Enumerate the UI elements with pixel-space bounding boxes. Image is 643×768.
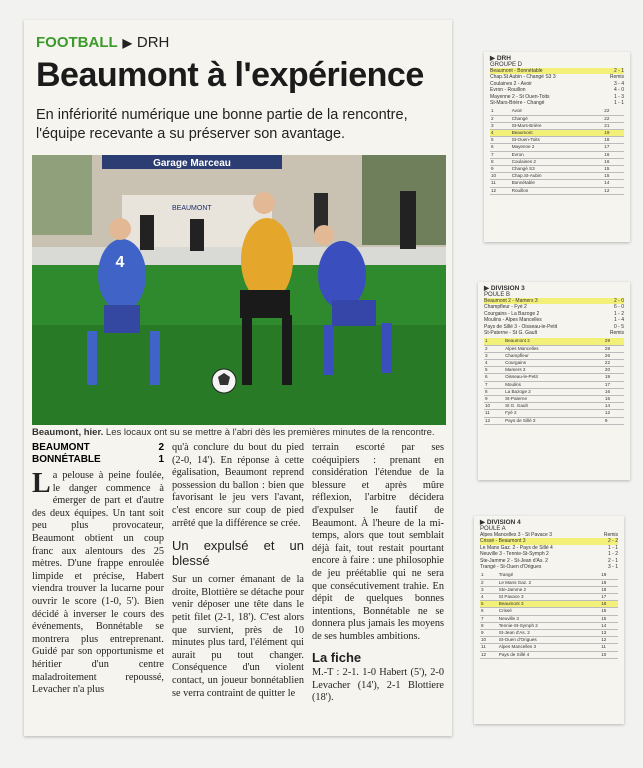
standings-team: Pays de Sillé 3 bbox=[504, 417, 604, 424]
standings-row bbox=[484, 396, 624, 403]
results-list bbox=[478, 298, 630, 336]
clipping-group: POULE B bbox=[484, 292, 511, 298]
result-match: Courgains - La Bazoge 2 bbox=[484, 310, 540, 317]
kicker bbox=[36, 34, 169, 51]
standings-pts: 16 bbox=[604, 388, 624, 395]
article-clipping bbox=[24, 20, 452, 736]
column-text: qu'à conclure du bout du pied (2-0, 14'). En réponse à cette égalisation, Beaumont reprend possession du ballon : bien que favorisant le jeu vers l'avant, c'est encore sur coup de pied arrêté que la différence se crée. bbox=[172, 442, 304, 529]
standings-pts: 17 bbox=[604, 381, 624, 388]
clipping-title: ▶ DIVISION 3 bbox=[484, 285, 525, 292]
standings-team: Changé S3 bbox=[511, 166, 604, 173]
clipping-title: ▶ DRH bbox=[490, 55, 511, 62]
standings-rank: 1 bbox=[480, 572, 498, 579]
standings-row bbox=[484, 374, 624, 381]
standings-team: Chap.St-Aubin bbox=[511, 173, 604, 180]
article-column-1 bbox=[32, 470, 164, 697]
standings-team: Crissé bbox=[498, 608, 600, 615]
standings-row bbox=[490, 166, 624, 173]
result-score: 2 - 0 bbox=[613, 298, 624, 304]
clipping-division-3 bbox=[478, 282, 630, 480]
standings-pts: 16 bbox=[603, 158, 624, 165]
standings-rank: 9 bbox=[480, 630, 498, 637]
standings-row bbox=[480, 579, 618, 586]
standings-rank: 1 bbox=[484, 338, 504, 345]
standings-team: Trangé bbox=[498, 572, 600, 579]
triangle-icon: ▶ bbox=[122, 36, 132, 50]
standings-row bbox=[480, 594, 618, 601]
standings-pts: 14 bbox=[600, 622, 618, 629]
results-list bbox=[474, 532, 624, 570]
clipping-title-text: DIVISION 4 bbox=[486, 519, 521, 526]
standings-rank: 7 bbox=[484, 381, 504, 388]
standings-team: Evron bbox=[511, 151, 604, 158]
result-match: St-Mars-Brière - Changé bbox=[490, 100, 545, 107]
standings-team: Mayenne 2 bbox=[511, 144, 604, 151]
standings-team: Coulaines 2 bbox=[511, 158, 604, 165]
standings-rank: 8 bbox=[480, 622, 498, 629]
clipping-title-text: DRH bbox=[496, 55, 511, 62]
result-score: 4 - 0 bbox=[613, 87, 624, 94]
standings-pts: 12 bbox=[604, 410, 624, 417]
standings-row bbox=[480, 586, 618, 593]
kicker-sport: FOOTBALL bbox=[36, 34, 118, 51]
result-score: 1 - 1 bbox=[607, 544, 618, 551]
standings-pts: 16 bbox=[600, 601, 618, 608]
standings-rank: 11 bbox=[484, 410, 504, 417]
standings-pts: 26 bbox=[604, 352, 624, 359]
standings-rank: 8 bbox=[484, 388, 504, 395]
result-score: 1 - 4 bbox=[613, 317, 624, 324]
standings-row bbox=[490, 187, 624, 194]
standings-row bbox=[480, 644, 618, 651]
result-match: Alpes Mancelles 3 - St Pavace 3 bbox=[480, 532, 552, 538]
standings-rank: 12 bbox=[480, 651, 498, 658]
article-column-3 bbox=[312, 442, 444, 705]
standings-rank: 6 bbox=[490, 144, 511, 151]
standings-team: Fyé 2 bbox=[504, 410, 604, 417]
standings-team: St-Ouen-Toits bbox=[511, 137, 604, 144]
clipping-division-4 bbox=[474, 516, 624, 724]
standings-pts: 12 bbox=[603, 187, 624, 194]
standings-rank: 5 bbox=[490, 137, 511, 144]
standings-row bbox=[484, 352, 624, 359]
result-match: Trangé - St-Ouen d'Origues bbox=[480, 564, 542, 571]
standings-pts: 15 bbox=[600, 615, 618, 622]
standings-pts: 29 bbox=[604, 338, 624, 345]
result-score: 2 - 2 bbox=[607, 538, 618, 545]
standings-pts: 15 bbox=[604, 396, 624, 403]
standings-team: Oisseau-le-Petit bbox=[504, 374, 604, 381]
standings-team: Beaumont 3 bbox=[498, 601, 600, 608]
standings-pts: 20 bbox=[604, 367, 624, 374]
standings-row bbox=[490, 180, 624, 187]
result-match: Chap.St Aubin - Changé S3 3 bbox=[490, 74, 556, 81]
standings-row bbox=[480, 630, 618, 637]
kicker-section: DRH bbox=[136, 34, 170, 51]
standings-team: Neuville 3 bbox=[498, 615, 600, 622]
clipping-group: POULE A bbox=[480, 526, 506, 532]
result-score: 0 - 5 bbox=[613, 323, 624, 330]
column-text: a pelouse à peine foulée, le danger commence à émerger de part et d'autre des deux équipes. Un tant soit peu plus provocateur, Beaumont obtient un coup franc aux alentours des 25 mètres. D'une frappe enroulée limpide et précise, Habert viendra trouver la lucarne pour ouvrir le score (1-0, 5'). Bien décidé à inverser le cours des événements, Bonnétable se montrera plus entreprenant. Guidé par son opportunisme et héritier d'un centre maladroitement repoussé, Levacher n'a plus bbox=[32, 470, 164, 696]
standings-team: Pays de Sillé 4 bbox=[498, 651, 600, 658]
result-match: Le Mans Gaz. 2 - Pays de Sillé 4 bbox=[480, 544, 553, 551]
standings-team: St-Jean d'As. 2 bbox=[498, 630, 600, 637]
clipping-title: ▶ DIVISION 4 bbox=[480, 519, 521, 526]
standings-team: Tennie-St-Symph 2 bbox=[498, 622, 600, 629]
standings-rank: 7 bbox=[490, 151, 511, 158]
standings-team: Beaumont bbox=[511, 130, 604, 137]
standings-row bbox=[490, 144, 624, 151]
standings-rank: 4 bbox=[484, 360, 504, 367]
standings-team: Beaumont 2 bbox=[504, 338, 604, 345]
result-match: Pays de Sillé 3 - Oisseau-le-Petit bbox=[484, 323, 558, 330]
standings-rank: 12 bbox=[490, 187, 511, 194]
standings-team: St-Mars-Brière bbox=[511, 122, 604, 129]
standings-pts: 17 bbox=[600, 594, 618, 601]
standings-pts: 13 bbox=[600, 630, 618, 637]
article-column-2 bbox=[172, 442, 304, 700]
standings-team: Rouillon bbox=[511, 187, 604, 194]
clipping-title-text: DIVISION 3 bbox=[490, 285, 525, 292]
photo-sign: BEAUMONT bbox=[172, 205, 212, 212]
standings-row bbox=[490, 173, 624, 180]
standings-pts: 9 bbox=[604, 417, 624, 424]
fiche-text: M.-T : 2-1. 1-0 Habert (5'), 2-0 Levacher (14'), 2-1 Blottiere (18'). bbox=[312, 667, 444, 704]
standings-team: La Bazoge 2 bbox=[504, 388, 604, 395]
player-number: 4 bbox=[115, 254, 125, 271]
result-match: Ste-Jamme 2 - St-Jean d'As. 2 bbox=[480, 557, 548, 564]
standings-row bbox=[490, 137, 624, 144]
standings-row bbox=[490, 151, 624, 158]
result-match: Neuville 3 - Tennie-St-Symph 2 bbox=[480, 551, 549, 558]
standings-pts: 15 bbox=[603, 166, 624, 173]
standings-rank: 3 bbox=[480, 586, 498, 593]
standings-row bbox=[484, 388, 624, 395]
result-match: Moulins - Alpes Mancelles bbox=[484, 317, 542, 324]
standings-row bbox=[490, 108, 624, 115]
standings-row bbox=[480, 608, 618, 615]
result-score: 6 - 0 bbox=[613, 304, 624, 311]
result-score: Remis bbox=[609, 74, 624, 81]
team-goals: 1 bbox=[158, 454, 164, 465]
standings-team: Avoir bbox=[511, 108, 604, 115]
standings-pts: 19 bbox=[600, 572, 618, 579]
standings-row bbox=[490, 122, 624, 129]
result-score: 1 - 2 bbox=[607, 551, 618, 558]
result-score: 2 - 1 bbox=[613, 68, 624, 74]
photo-banner: Garage Marceau bbox=[153, 158, 231, 169]
standings-row bbox=[480, 601, 618, 608]
result-match: Beaumont - Bonnétable bbox=[490, 68, 543, 74]
standings-rank: 11 bbox=[480, 644, 498, 651]
standings-team: Mamers 3 bbox=[504, 367, 604, 374]
column-text: Sur un corner émanant de la droite, Blottière se détache pour venir déposer une tête dans le petit filet (2-1, 18'). C'est alors que survient, près de 10 minutes plus tard, l'élément qui aurait pu tout changer. Conséquence d'un violent contact, un joueur bonnétablien se verra contraint de quitter le bbox=[172, 574, 304, 699]
standings-row bbox=[484, 338, 624, 345]
standings-team: Bonnétable bbox=[511, 180, 604, 187]
result-match: Champfleur - Fyé 2 bbox=[484, 304, 527, 311]
result-match: Evron - Rouillon bbox=[490, 87, 526, 94]
team-name: BEAUMONT bbox=[32, 442, 90, 453]
standings-pts: 11 bbox=[600, 644, 618, 651]
standings-row bbox=[484, 381, 624, 388]
standings-row bbox=[484, 417, 624, 424]
standings-team: St Pavace 3 bbox=[498, 594, 600, 601]
clipping-group: GROUPE D bbox=[490, 62, 523, 68]
caption-bold: Beaumont, hier. bbox=[32, 427, 104, 438]
result-score: 3 - 1 bbox=[607, 564, 618, 571]
result-score: 1 - 2 bbox=[613, 310, 624, 317]
standings-team: Changé bbox=[511, 115, 604, 122]
standings-rank: 12 bbox=[484, 417, 504, 424]
score-row bbox=[32, 442, 164, 454]
standings-row bbox=[490, 115, 624, 122]
standings-rank: 1 bbox=[490, 108, 511, 115]
standings-pts: 19 bbox=[604, 374, 624, 381]
standings-team: St-Paterne bbox=[504, 396, 604, 403]
standings-team: Le Mans Gaz. 2 bbox=[498, 579, 600, 586]
standings-pts: 15 bbox=[603, 173, 624, 180]
standings-pts: 14 bbox=[604, 403, 624, 410]
standings-rank: 10 bbox=[490, 173, 511, 180]
result-match: Crissé - Beaumont 3 bbox=[480, 538, 526, 545]
standings-pts: 22 bbox=[603, 108, 624, 115]
standings-rank: 5 bbox=[480, 601, 498, 608]
standings-rank: 2 bbox=[480, 579, 498, 586]
standings-pts: 14 bbox=[603, 180, 624, 187]
standings-rank: 8 bbox=[490, 158, 511, 165]
standings-row bbox=[490, 130, 624, 137]
standings-pts: 18 bbox=[600, 579, 618, 586]
standings-pts: 15 bbox=[600, 608, 618, 615]
standings-rank: 10 bbox=[484, 403, 504, 410]
column-text: terrain escorté par ses coéquipiers : prenant en considération l'étendue de la blessure et après mûre réflexion, l'arbitre décidera d'expulser le fautif de Beaumont. À l'heure de la mi-temps, alors que tout semblait déjà fait, tout restait pourtant encore à faire : une philosophie de jeu préétablie qui ne sera que consécutivement trahie. En dépit de quelques bonnes intentions, Bonnétable ne se donnera plus jamais les moyens de ses humbles ambitions. bbox=[312, 442, 444, 642]
standings-rank: 9 bbox=[490, 166, 511, 173]
fiche-title: La fiche bbox=[312, 649, 362, 665]
standings-row bbox=[480, 651, 618, 658]
result-match: Beaumont 2 - Mamers 3 bbox=[484, 298, 538, 304]
standings-table bbox=[490, 108, 624, 194]
result-score: 2 - 1 bbox=[607, 557, 618, 564]
standings-rank: 7 bbox=[480, 615, 498, 622]
standings-team: St G. Gault bbox=[504, 403, 604, 410]
standings-rank: 6 bbox=[484, 374, 504, 381]
result-match: St-Paterne - St G. Gault bbox=[484, 330, 538, 337]
standings-team: Moulins bbox=[504, 381, 604, 388]
standings-team: St-Ouen d'Origues bbox=[498, 637, 600, 644]
standings-rank: 3 bbox=[490, 122, 511, 129]
standings-row bbox=[484, 360, 624, 367]
standings-row bbox=[484, 410, 624, 417]
drop-cap: L bbox=[32, 468, 51, 499]
lead-paragraph: En infériorité numérique une bonne partie de la rencontre, l'équipe recevante a su préserver son avantage. bbox=[36, 107, 408, 142]
standings-rank: 6 bbox=[480, 608, 498, 615]
standings-rank: 3 bbox=[484, 352, 504, 359]
standings-rank: 10 bbox=[480, 637, 498, 644]
subheading: Un expulsé et un blessé bbox=[172, 538, 304, 569]
team-name: BONNÉTABLE bbox=[32, 454, 101, 465]
standings-pts: 22 bbox=[604, 360, 624, 367]
standings-rank: 11 bbox=[490, 180, 511, 187]
standings-rank: 5 bbox=[484, 367, 504, 374]
standings-rank: 2 bbox=[484, 345, 504, 352]
score-row bbox=[32, 454, 164, 466]
result-score: 1 - 3 bbox=[613, 93, 624, 100]
caption-text: Les locaux ont su se mettre à l'abri dès les premières minutes de la rencontre. bbox=[103, 427, 435, 438]
standings-row bbox=[480, 637, 618, 644]
result-score: 3 - 4 bbox=[613, 80, 624, 87]
standings-pts: 18 bbox=[603, 137, 624, 144]
result-match: Mayenne 2 - St Ouen-Toits bbox=[490, 93, 550, 100]
photo-caption bbox=[32, 427, 446, 438]
standings-pts: 18 bbox=[600, 586, 618, 593]
standings-team: Alpes Mancelles 3 bbox=[498, 644, 600, 651]
standings-rank: 4 bbox=[490, 130, 511, 137]
standings-pts: 17 bbox=[603, 144, 624, 151]
standings-pts: 10 bbox=[600, 651, 618, 658]
result-row bbox=[490, 100, 624, 106]
result-score: Remis bbox=[603, 532, 618, 538]
result-score: Remis bbox=[609, 330, 624, 337]
standings-row bbox=[480, 622, 618, 629]
standings-row bbox=[490, 158, 624, 165]
standings-table bbox=[480, 572, 618, 658]
results-list bbox=[484, 68, 630, 106]
standings-row bbox=[484, 403, 624, 410]
score-box bbox=[32, 442, 164, 466]
clipping-drh bbox=[484, 52, 630, 242]
standings-rank: 2 bbox=[490, 115, 511, 122]
result-row bbox=[484, 330, 624, 336]
standings-rank: 4 bbox=[480, 594, 498, 601]
standings-team: Alpes Mancelles bbox=[504, 345, 604, 352]
standings-table bbox=[484, 338, 624, 424]
standings-pts: 22 bbox=[603, 115, 624, 122]
standings-row bbox=[484, 367, 624, 374]
result-row bbox=[480, 564, 618, 570]
standings-row bbox=[480, 572, 618, 579]
result-score: 1 - 1 bbox=[613, 100, 624, 107]
standings-pts: 19 bbox=[603, 130, 624, 137]
standings-team: Courgains bbox=[504, 360, 604, 367]
standings-team: Ste-Jamme 2 bbox=[498, 586, 600, 593]
standings-row bbox=[480, 615, 618, 622]
result-match: Coulaines 2 - Avoir bbox=[490, 80, 532, 87]
headline: Beaumont à l'expérience bbox=[36, 56, 424, 94]
standings-row bbox=[484, 345, 624, 352]
standings-pts: 16 bbox=[603, 151, 624, 158]
standings-pts: 21 bbox=[603, 122, 624, 129]
match-photo bbox=[32, 155, 446, 425]
standings-team: Champfleur bbox=[504, 352, 604, 359]
standings-rank: 9 bbox=[484, 396, 504, 403]
team-goals: 2 bbox=[158, 442, 164, 453]
standings-pts: 28 bbox=[604, 345, 624, 352]
standings-pts: 12 bbox=[600, 637, 618, 644]
